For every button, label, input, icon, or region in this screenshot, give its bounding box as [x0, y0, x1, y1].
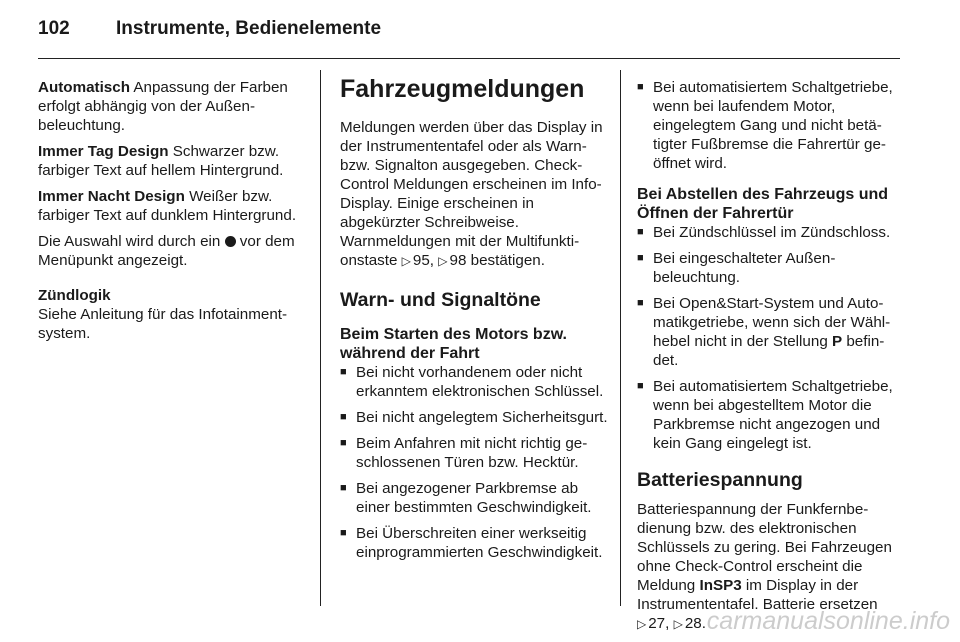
column-divider-right	[620, 70, 621, 606]
page-ref-link[interactable]: 28.	[684, 615, 706, 632]
tag-design-term: Immer Tag Design	[38, 143, 169, 160]
starten-heading: Beim Starten des Motors bzw. während der Fahrt	[340, 326, 567, 362]
page-ref-arrow-icon: ▷	[637, 617, 647, 631]
insp3-label: InSP3	[699, 577, 742, 594]
list-item: ■ Bei Überschreiten einer werkseitig einprogrammierten Geschwindigkeit.	[340, 524, 608, 562]
automatisch-term: Automatisch	[38, 79, 130, 96]
ref-separator: ,	[429, 252, 435, 269]
batteriespannung-heading: Batteriespannung	[637, 469, 803, 491]
list-item: ■ Bei Zündschlüssel im Zündschloss.	[637, 223, 903, 242]
list-item: ■ Bei automatisiertem Schaltgetriebe, wenn bei laufendem Motor, eingelegtem Gang und nicht betätigter Fußbremse die Fahrertür geöffnet wird.	[637, 78, 903, 173]
column-3	[637, 78, 903, 641]
page-ref-link[interactable]: 27	[648, 615, 666, 632]
page-ref-link[interactable]: 98	[449, 252, 467, 269]
list-item: ■ Bei nicht vorhandenem oder nicht erkanntem elektronischen Schlüssel.	[340, 363, 608, 401]
column-divider-left	[320, 70, 321, 606]
page-ref-arrow-icon: ▷	[673, 617, 683, 631]
starten-bullet-list	[340, 363, 608, 562]
list-item: ■ Bei automatisiertem Schaltgetriebe, wenn bei abgestelltem Motor die Parkbremse nicht angezogen und kein Gang eingelegt ist.	[637, 377, 903, 453]
watermark: carmanualsonline.info	[706, 607, 950, 635]
ref-separator: ,	[665, 615, 670, 632]
header-rule	[38, 58, 900, 59]
zuendlogik-heading: Zündlogik	[38, 287, 111, 304]
list-item: ■ Bei nicht angelegtem Sicherheitsgurt.	[340, 408, 608, 427]
top-bullet-list	[637, 78, 903, 173]
list-item-text: Bei Open&Start-System und Automatikgetriebe, wenn sich der Wählhebel nicht in der Stellung	[653, 295, 891, 350]
nacht-design-text: Weißer bzw. farbiger Text auf dunklem Hintergrund.	[38, 188, 297, 224]
page-title: Instrumente, Bedienelemente	[116, 18, 382, 39]
list-item-text: befindet.	[653, 333, 885, 369]
zuendlogik-text: Siehe Anleitung für das Infotainmentsystem.	[38, 306, 288, 342]
page-ref-arrow-icon: ▷	[401, 254, 411, 268]
list-item: ■ Bei angezogener Parkbremse ab einer bestimmten Geschwindigkeit.	[340, 479, 608, 517]
list-item: ■ Beim Anfahren mit nicht richtig geschlossenen Türen bzw. Hecktür.	[340, 434, 608, 472]
warn-signaltoene-heading: Warn- und Signaltöne	[340, 289, 541, 311]
nacht-design-paragraph	[38, 187, 306, 225]
auswahl-text-pre: Die Auswahl wird durch ein	[38, 233, 225, 250]
fahrzeugmeldungen-heading: Fahrzeugmeldungen	[340, 75, 585, 103]
page-header	[38, 18, 381, 40]
tag-design-paragraph	[38, 142, 306, 180]
list-item: ■ Bei eingeschalteter Außenbeleuchtung.	[637, 249, 903, 287]
selection-dot-icon	[225, 236, 236, 247]
list-item	[637, 294, 903, 370]
page-number: 102	[38, 18, 70, 39]
batt-text-pre: Batteriespannung der Funkfernbedienung bzw. des elektronischen Schlüssels zu gering. Bei Fahrzeugen ohne Check-Control erscheint die Meldung	[637, 501, 892, 594]
column-2	[340, 75, 608, 569]
automatisch-paragraph	[38, 78, 306, 135]
batt-text-post: im Display in der Instrumententafel. Batterie ersetzen	[637, 577, 878, 613]
nacht-design-term: Immer Nacht Design	[38, 188, 185, 205]
intro-text: Meldungen werden über das Display in der Instrumententafel oder als Warn- bzw. Signalton ausgegeben. Check-Control Meldungen erscheinen im Info-Display. Einige erscheinen in abgekürzter Schreibweise. Warnmeldungen mit der Multifunktionstaste	[340, 119, 603, 269]
abstellen-bullet-list	[637, 223, 903, 453]
page-ref-link[interactable]: 95	[412, 252, 430, 269]
automatisch-text: Anpassung der Farben erfolgt abhängig von der Außenbeleuchtung.	[38, 79, 288, 134]
fahrzeugmeldungen-intro	[340, 118, 608, 271]
page-ref-arrow-icon: ▷	[438, 254, 448, 268]
auswahl-text-post: vor dem Menüpunkt angezeigt.	[38, 233, 295, 269]
intro-end-text: bestätigen.	[470, 252, 545, 269]
auswahl-paragraph	[38, 232, 306, 270]
column-1	[38, 78, 306, 350]
gear-position-label: P	[832, 333, 843, 350]
tag-design-text: Schwarzer bzw. farbiger Text auf hellem Hintergrund.	[38, 143, 284, 179]
abstellen-heading: Bei Abstellen des Fahrzeugs und Öffnen der Fahrertür	[637, 186, 889, 222]
